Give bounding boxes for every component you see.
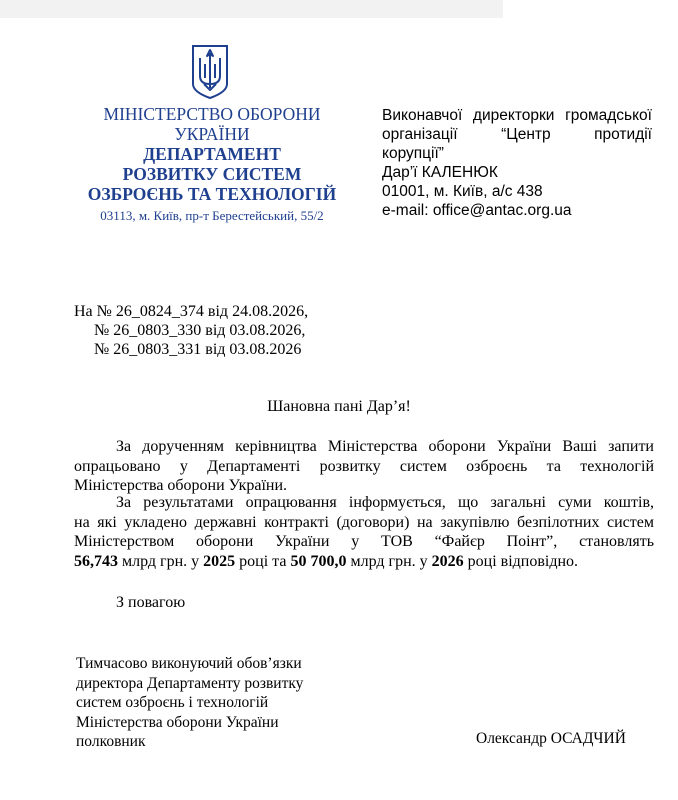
body-p1-line: За дорученням керівництва Міністерства оборони України Ваші запити <box>116 438 654 455</box>
department-name-line1: ДЕПАРТАМЕНТ <box>143 144 281 164</box>
signatory-title <box>76 654 376 752</box>
department-name-line2: РОЗВИТКУ СИСТЕМ <box>122 164 302 184</box>
closing-regards: З повагою <box>116 594 186 611</box>
ministry-name-line2: УКРАЇНИ <box>174 124 250 144</box>
signatory-rank: полковник <box>76 733 146 750</box>
body-paragraph-1 <box>74 437 654 496</box>
reference-line2: № 26_0803_330 від 03.08.2026, <box>94 322 306 339</box>
signatory-name: Олександр ОСАДЧИЙ <box>476 730 626 747</box>
reference-line3: № 26_0803_331 від 03.08.2026 <box>94 341 302 358</box>
amount-text: році відповідно. <box>463 552 579 570</box>
body-p2-line: За результатами опрацювання інформується, що загальні суми коштів, <box>116 494 654 511</box>
recipient-line3: корупції” <box>382 145 444 162</box>
recipient-email: e-mail: office@antac.org.ua <box>382 202 572 219</box>
signatory-line: директора Департаменту розвитку <box>76 674 304 692</box>
body-paragraph-2 <box>74 493 654 571</box>
year-2025: 2025 <box>203 552 236 570</box>
department-name-line3: ОЗБРОЄНЬ ТА ТЕХНОЛОГІЙ <box>87 184 337 204</box>
amount-text: млрд грн. у <box>118 552 204 570</box>
signatory-line: Тимчасово виконуючий обов’язки <box>76 655 302 672</box>
body-p2-amounts-line <box>74 552 654 572</box>
amount-2025: 56,743 <box>74 552 118 570</box>
body-p1-line: Міністерства оборони України. <box>74 477 288 494</box>
amount-text: млрд грн. у <box>346 552 432 570</box>
year-2026: 2026 <box>431 552 464 570</box>
ministry-name-line1: МІНІСТЕРСТВО ОБОРОНИ <box>103 104 321 124</box>
body-p2-line: Міністерством оборони України у ТОВ “Файєр Поінт”, становлять <box>74 533 654 550</box>
amount-text: році та <box>235 552 291 570</box>
recipient-line2: організації “Центр протидії <box>382 126 652 143</box>
recipient-address: 01001, м. Київ, а/с 438 <box>382 183 543 200</box>
body-p2-line: на які укладено державні контракті (договори) на закупівлю безпілотних систем <box>74 513 654 531</box>
top-scan-band <box>0 0 503 18</box>
recipient-name: Дар’ї КАЛЕНЮК <box>382 164 498 181</box>
body-p1-line: опрацьовано у Департаменті розвитку систем озброєнь та технологій <box>74 457 654 475</box>
trident-emblem-icon <box>189 44 231 100</box>
amount-2026: 50 700,0 <box>290 552 347 570</box>
reference-line1: На № 26_0824_374 від 24.08.2026, <box>74 303 309 320</box>
department-address: 03113, м. Київ, пр-т Берестейський, 55/2 <box>100 208 324 223</box>
signatory-line: систем озброєнь і технологій <box>76 694 269 711</box>
salutation: Шановна пані Дар’я! <box>267 398 411 415</box>
signatory-line: Міністерства оборони України <box>76 713 279 731</box>
recipient-line1: Виконавчої директорки громадської <box>382 107 652 124</box>
